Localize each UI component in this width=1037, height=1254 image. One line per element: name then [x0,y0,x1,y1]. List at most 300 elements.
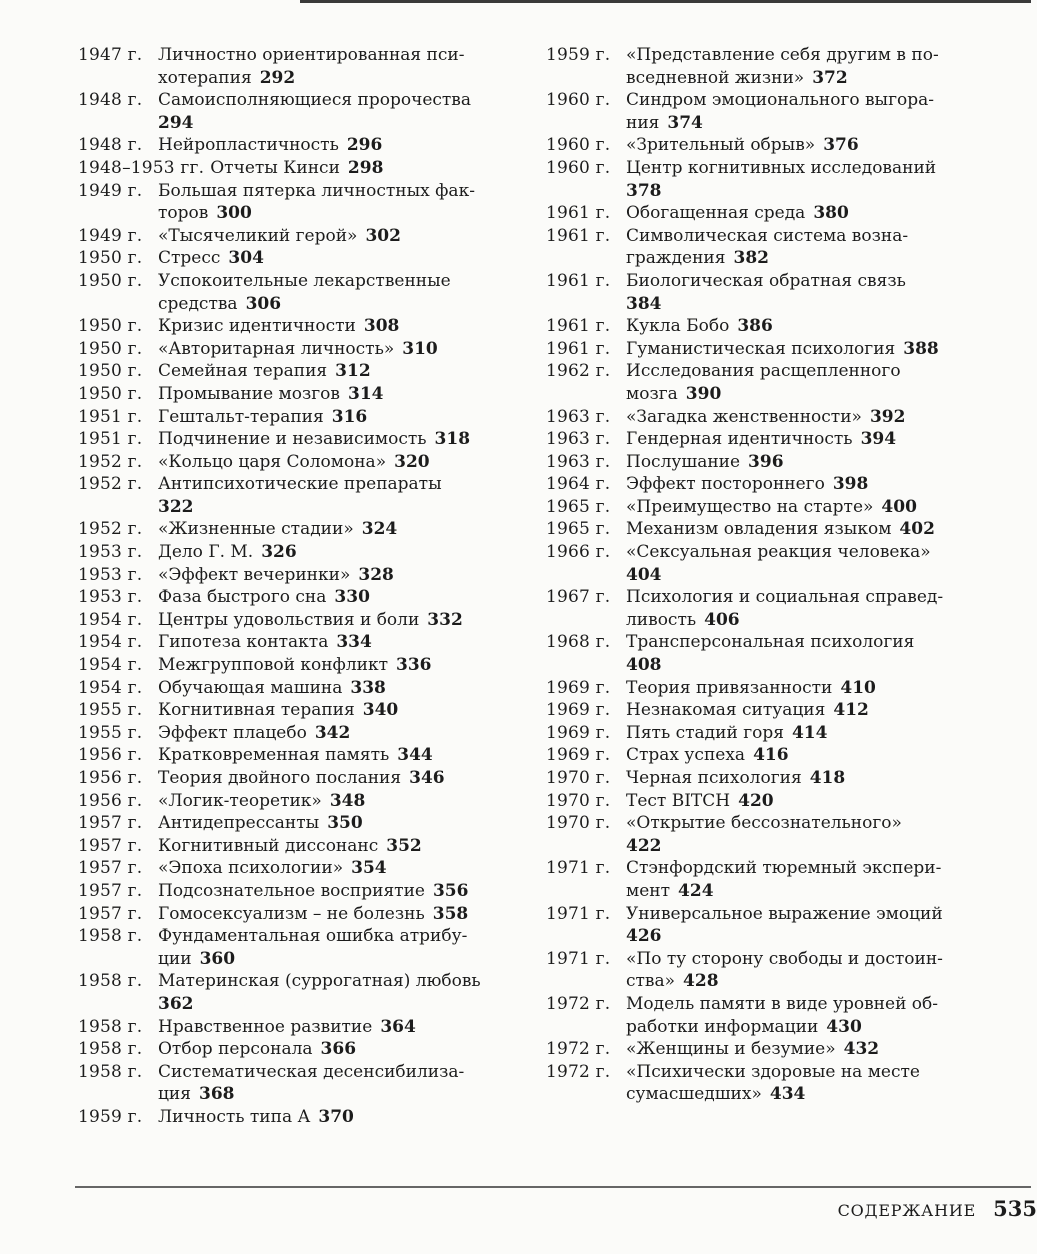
toc-entry-title-text: «Эпоха психологии» [158,858,344,879]
toc-entry-year: 1969 г. [546,700,611,721]
toc-entry [78,925,518,970]
toc-entry-page: 380 [813,203,849,224]
toc-entry-title [158,428,518,451]
toc-entry-title-text: Обогащенная среда [626,203,806,224]
toc-entry-year: 1957 г. [78,813,143,834]
toc-entry-page: 418 [809,768,846,788]
toc-entry-year: 1971 г. [546,948,611,969]
toc-entry-title [158,1016,518,1039]
toc-entry-title [158,451,518,474]
toc-entry [78,835,518,858]
toc-entry-year: 1953 г. [78,564,143,585]
toc-entry-page: 314 [347,383,384,404]
toc-entry-title-text: Теория двойного послания [158,768,402,788]
toc-entry-title [626,631,986,676]
toc-entry-title-text: «Тысячеликий герой» [158,225,358,246]
toc-entry-page: 370 [318,1106,354,1127]
toc-entry-title [158,225,518,248]
toc-entry-title [626,993,986,1038]
toc-entry-title [626,89,986,134]
toc-entry [78,360,518,383]
toc-entry-title [158,383,518,406]
toc-entry-page: 368 [199,1084,235,1105]
toc-entry-title-text: Гендерная идентичность [626,429,853,450]
toc-entry-page: 312 [335,361,371,382]
toc-entry-title-text: Механизм овладения языком [626,519,892,540]
toc-entry-title [158,180,518,225]
page-footer [838,1196,1037,1221]
toc-entry-title [158,677,518,700]
toc-entry-page: 296 [346,135,383,156]
toc-entry-page: 340 [362,700,399,721]
toc-entry-title [210,157,518,180]
toc-entry-title-text: Антидепрессанты [158,813,320,834]
toc-entry-title-text: Промывание мозгов [158,383,340,404]
toc-entry [78,428,518,451]
toc-entry-title-text: Теория привязанности [626,677,833,698]
toc-entry-page: 434 [769,1084,806,1105]
toc-entry-title [158,1061,518,1106]
toc-entry-title-text: Синдром эмоционального выгора-ния [626,90,934,133]
toc-entry [546,744,986,767]
toc-entry [78,89,518,134]
toc-entry-year: 1957 г. [78,880,143,901]
toc-entry-title-text: Систематическая десенсибилиза-ция [158,1061,465,1105]
toc-entry-title-text: Психология и социальная справед-ливость [626,587,944,630]
toc-entry-page: 406 [704,609,740,630]
toc-entry-year: 1960 г. [546,157,611,178]
toc-entry-page: 414 [791,722,828,743]
toc-entry [78,609,518,632]
toc-entry-year: 1959 г. [78,1106,143,1127]
toc-entry-title-text: Фундаментальная ошибка атрибу-ции [158,926,468,969]
toc-entry-title-text: Когнитивная терапия [158,700,355,721]
toc-entry-year: 1948 г. [78,90,143,111]
toc-entry [546,903,986,948]
toc-entry-page: 416 [753,745,789,766]
toc-entry-year: 1953 г. [78,542,143,563]
toc-entry-title [626,744,986,767]
toc-entry [78,44,518,89]
toc-entry-page: 356 [432,880,469,901]
toc-entry-page: 386 [737,316,773,337]
footer-rule [75,1186,1031,1188]
toc-entry-title [158,1038,518,1061]
toc-entry [546,157,986,202]
toc-entry-year: 1958 г. [78,926,143,947]
toc-entry-year: 1968 г. [546,632,611,653]
toc-entry-title-text: «Преимущество на старте» [626,496,874,517]
toc-entry-title [158,654,518,677]
toc-entry [78,383,518,406]
toc-entry-title [626,699,986,722]
toc-entry-title [158,857,518,880]
toc-entry-title [158,360,518,383]
toc-entry-title [626,360,986,405]
toc-entry-year: 1951 г. [78,429,143,450]
toc-entry [78,1106,518,1129]
toc-entry [546,496,986,519]
top-rule [300,0,1031,3]
toc-entry-page: 336 [396,655,432,676]
toc-entry-title [158,970,518,1015]
toc-entry-title-text: Стэнфордский тюремный экспери-мент [626,858,942,901]
toc-entry-title-text: Отчеты Кинси [210,157,340,178]
toc-entry-title [626,1038,986,1061]
toc-entry-year: 1948 г. [78,135,143,156]
toc-entry-page: 392 [869,406,906,427]
toc-entry-year: 1951 г. [78,406,143,427]
toc-entry-title [626,518,986,541]
toc-entry-page: 316 [331,406,368,427]
toc-entry-year: 1964 г. [546,474,611,495]
toc-entry [78,247,518,270]
toc-entry-title-text: Гомосексуализм – не болезнь [158,903,425,924]
toc-entry [78,970,518,1015]
toc-entry [78,134,518,157]
toc-entry-page: 382 [733,248,769,269]
toc-entry-page: 404 [626,564,662,585]
toc-entry-year: 1958 г. [78,1016,143,1037]
toc-entry [546,44,986,89]
toc-entry-title [626,496,986,519]
toc-entry-title-text: Стресс [158,248,221,269]
toc-entry-year: 1954 г. [78,677,143,698]
toc-entry-page: 318 [434,429,471,450]
toc-entry-title-text: Кукла Бобо [626,316,730,337]
toc-entry-title [158,134,518,157]
toc-entry-page: 294 [158,112,194,133]
toc-entry-title-text: Модель памяти в виде уровней об-работки информации [626,993,939,1037]
toc-entry-year: 1957 г. [78,835,143,856]
toc-entry-year: 1953 г. [78,587,143,608]
toc-entry-year: 1965 г. [546,496,611,517]
toc-entry-year: 1961 г. [546,316,611,337]
toc-entry-year: 1958 г. [78,1061,143,1082]
toc-entry-page: 424 [678,880,714,901]
toc-entry-year: 1962 г. [546,361,611,382]
toc-entry-title [626,315,986,338]
toc-entry-page: 378 [626,180,662,201]
toc-entry [78,338,518,361]
toc-entry-year: 1954 г. [78,609,143,630]
page-number: 535 [993,1196,1037,1221]
toc-entry-title [158,473,518,518]
toc-entry-year: 1961 г. [546,203,611,224]
toc-entry-page: 298 [347,157,384,178]
toc-entry-title [626,857,986,902]
toc-entry-page: 362 [158,993,194,1014]
toc-entry [78,406,518,429]
toc-entry-title-text: Кратковременная память [158,745,390,766]
toc-entry [78,903,518,926]
toc-entry-page: 412 [833,700,869,721]
toc-entry-year: 1960 г. [546,90,611,111]
toc-entry-page: 304 [228,248,264,269]
toc-entry-title-text: Фаза быстрого сна [158,587,327,608]
toc-entry-title [626,134,986,157]
toc-entry-year: 1969 г. [546,745,611,766]
toc-entry-year: 1960 г. [546,135,611,156]
toc-entry [546,948,986,993]
toc-entry-title-text: «Загадка женственности» [626,406,862,427]
toc-entry [546,451,986,474]
toc-entry [78,631,518,654]
toc-entry-year: 1961 г. [546,225,611,246]
toc-entry-title-text: Послушание [626,451,741,472]
toc-entry-year: 1950 г. [78,270,143,291]
toc-entry-year: 1970 г. [546,813,611,834]
toc-entry-title-text: «Представление себя другим в по-вседневной жизни» [626,45,939,88]
toc-entry-title [626,1061,986,1106]
toc-entry-title [158,338,518,361]
toc-entry-page: 432 [843,1039,880,1060]
toc-entry-title [626,202,986,225]
toc-entry-year: 1966 г. [546,542,611,563]
toc-entry [546,134,986,157]
toc-entry [78,564,518,587]
toc-entry-page: 320 [394,451,430,472]
toc-entry-year: 1954 г. [78,655,143,676]
toc-entry-page: 398 [832,474,869,495]
toc-entry-title-text: Когнитивный диссонанс [158,835,379,856]
toc-entry [78,744,518,767]
toc-entry-title [158,315,518,338]
toc-entry [546,315,986,338]
toc-entry-title [626,406,986,429]
toc-entry-title [158,518,518,541]
toc-entry-title-text: «Эффект вечеринки» [158,564,351,585]
toc-entry-year: 1949 г. [78,225,143,246]
toc-entry-title-text: Нейропластичность [158,135,339,156]
toc-entry-page: 326 [261,542,297,563]
toc-entry-year: 1950 г. [78,338,143,359]
toc-entry-title [158,744,518,767]
toc-entry-page: 428 [683,971,719,992]
toc-entry-year: 1952 г. [78,451,143,472]
toc-entry-year: 1950 г. [78,248,143,269]
toc-entry-title-text: Центр когнитивных исследований [626,157,937,178]
toc-entry-title-text: «Жизненные стадии» [158,519,354,540]
toc-entry-title [158,270,518,315]
toc-entry-year: 1955 г. [78,700,143,721]
toc-entry [546,473,986,496]
toc-entry-page: 324 [361,519,398,540]
toc-entry [78,880,518,903]
toc-entry-year: 1972 г. [546,1061,611,1082]
toc-entry-title-text: Семейная терапия [158,361,328,382]
toc-entry [78,1038,518,1061]
toc-entry-title-text: Отбор персонала [158,1039,313,1060]
toc-entry-page: 390 [685,383,722,404]
toc-entry [78,1016,518,1039]
toc-entry [78,790,518,813]
toc-entry-title-text: Символическая система возна-граждения [626,225,909,269]
toc-entry-title-text: Гипотеза контакта [158,632,329,653]
toc-entry-title [158,812,518,835]
toc-entry [78,518,518,541]
toc-entry-title [626,428,986,451]
toc-entry [546,428,986,451]
toc-entry-title [626,338,986,361]
toc-entry-year: 1956 г. [78,768,143,788]
toc-entry-year: 1969 г. [546,677,611,698]
toc-entry-title [158,586,518,609]
toc-entry-title-text: Исследования расщепленного мозга [626,361,901,404]
toc-entry [78,473,518,518]
toc-entry-title [626,586,986,631]
toc-entry [546,541,986,586]
toc-entry-year: 1954 г. [78,632,143,653]
toc-entry-page: 420 [738,790,774,811]
toc-entry-title-text: «Открытие бессознательного» [626,813,902,834]
toc-entry [78,180,518,225]
toc-entry-title-text: «Женщины и безумие» [626,1039,836,1060]
toc-entry-page: 334 [336,632,372,653]
toc-entry-page: 322 [158,496,194,517]
toc-entry-title-text: Трансперсональная психология [626,632,915,653]
toc-entry-title-text: Нравственное развитие [158,1016,373,1037]
toc-entry [78,722,518,745]
toc-entry-title [158,699,518,722]
toc-entry-title [158,790,518,813]
toc-entry-page: 410 [840,677,876,698]
toc-entry-page: 372 [812,67,848,88]
toc-entry-year: 1965 г. [546,519,611,540]
toc-entry-title [626,225,986,270]
toc-entry-page: 338 [350,677,386,698]
toc-entry-title [158,631,518,654]
toc-entry-page: 366 [320,1039,357,1060]
toc-entry-title [158,609,518,632]
toc-entry-title-text: Черная психология [626,768,802,788]
toc-entry-page: 376 [823,135,859,156]
toc-entry-title-text: Эффект постороннего [626,474,825,495]
toc-entry-title [626,677,986,700]
toc-entry [546,767,986,790]
toc-entry-title [626,790,986,813]
toc-entry-year: 1971 г. [546,903,611,924]
toc-entry-page: 364 [380,1016,416,1037]
toc-entry-title [158,89,518,134]
toc-entry-year: 1961 г. [546,270,611,291]
toc-entry-year: 1963 г. [546,451,611,472]
toc-entry-title [626,767,986,790]
toc-entry-page: 328 [358,564,394,585]
toc-entry [546,202,986,225]
toc-entry-page: 344 [397,745,433,766]
toc-entry [78,812,518,835]
toc-column-right [546,44,986,1106]
toc-entry [546,631,986,676]
toc-entry-title-text: Личность типа А [158,1106,311,1127]
toc-entry-year: 1970 г. [546,768,611,788]
toc-entry [546,699,986,722]
toc-entry-title-text: Универсальное выражение эмоций [626,903,943,924]
toc-entry-title-text: Центры удовольствия и боли [158,609,420,630]
toc-entry-title-text: Гештальт-терапия [158,406,324,427]
toc-entry-title [158,880,518,903]
toc-entry-page: 358 [432,903,469,924]
toc-entry-year: 1956 г. [78,790,143,811]
toc-entry-title [626,270,986,315]
toc-entry-page: 430 [826,1016,862,1037]
toc-entry-title-text: «Авторитарная личность» [158,338,395,359]
toc-entry-title [626,473,986,496]
toc-entry-year: 1956 г. [78,745,143,766]
toc-entry-title-text: Тест BITCH [626,790,731,811]
toc-entry-year: 1947 г. [78,45,143,65]
toc-entry [78,270,518,315]
toc-entry-title-text: Подчинение и независимость [158,429,427,450]
toc-entry-year: 1958 г. [78,971,143,992]
toc-entry [546,722,986,745]
toc-entry-year: 1967 г. [546,587,611,608]
toc-entry-year: 1957 г. [78,903,143,924]
toc-entry-title [158,835,518,858]
toc-entry-year: 1952 г. [78,474,143,495]
toc-entry [546,993,986,1038]
toc-entry-title-text: Кризис идентичности [158,316,356,337]
toc-entry-page: 388 [903,338,939,359]
toc-entry-title-text: Материнская (суррогатная) любовь [158,971,481,992]
toc-entry-title-text: «По ту сторону свободы и достоин-ства» [626,948,943,992]
toc-entry-page: 332 [427,609,463,630]
toc-entry [78,699,518,722]
toc-entry-title-text: Гуманистическая психология [626,338,896,359]
toc-entry-title-text: Страх успеха [626,745,746,766]
toc-entry-year: 1950 г. [78,316,143,337]
toc-entry [546,406,986,429]
toc-entry-year: 1971 г. [546,858,611,879]
toc-entry-year: 1969 г. [546,722,611,743]
toc-entry-title-text: «Кольцо царя Соломона» [158,451,387,472]
toc-entry-year: 1963 г. [546,429,611,450]
toc-entry [546,89,986,134]
toc-entry [546,857,986,902]
toc-entry [78,654,518,677]
toc-entry-title [158,767,518,790]
toc-entry-title-text: Личностно ориентированная пси-хотерапия [158,45,465,88]
toc-entry-year: 1972 г. [546,1039,611,1060]
toc-entry-page: 374 [667,112,703,133]
toc-entry [78,157,518,180]
toc-entry-title-text: Успокоительные лекарственные средства [158,270,451,314]
toc-entry-title [626,812,986,857]
toc-entry-title-text: Большая пятерка личностных фак-торов [158,180,475,224]
toc-entry-page: 402 [899,519,935,540]
toc-entry-title-text: «Психически здоровые на месте сумасшедших» [626,1061,920,1105]
toc-entry [546,1061,986,1106]
toc-entry-year: 1950 г. [78,383,143,404]
toc-entry-title [626,948,986,993]
toc-entry-year: 1949 г. [78,180,143,201]
toc-entry-title [158,247,518,270]
toc-entry-title [158,1106,518,1129]
toc-entry [78,677,518,700]
toc-entry-page: 330 [334,587,370,608]
toc-entry-year: 1958 г. [78,1039,143,1060]
toc-entry-title-text: Межгрупповой конфликт [158,655,388,676]
toc-entry [546,790,986,813]
toc-entry-title-text: Подсознательное восприятие [158,880,425,901]
toc-entry-year: 1961 г. [546,338,611,359]
toc-entry [78,451,518,474]
toc-entry-title [158,564,518,587]
toc-entry-title-text: Самоисполняющиеся пророчества [158,90,472,111]
toc-entry [546,270,986,315]
toc-entry-title [158,44,518,89]
